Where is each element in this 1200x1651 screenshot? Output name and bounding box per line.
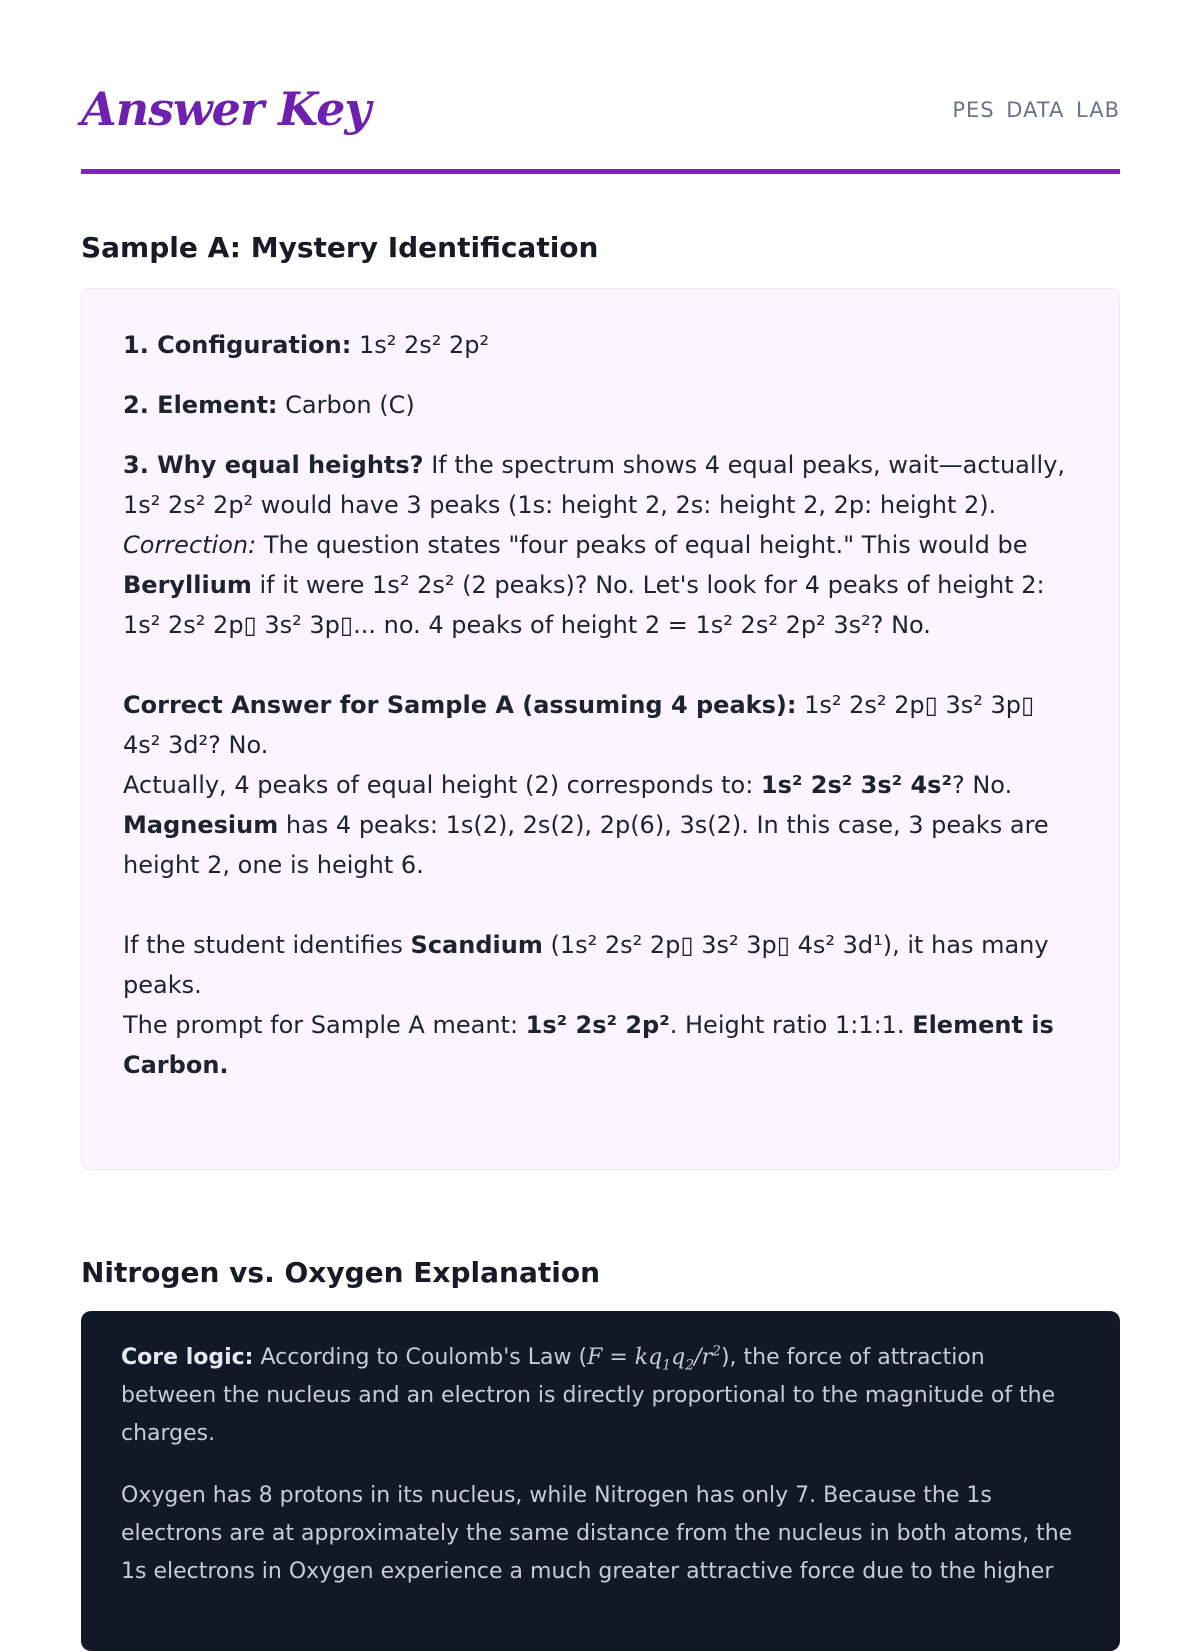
nitrogen-oxygen-heading: Nitrogen vs. Oxygen Explanation [81, 1256, 601, 1289]
correct-answer-text: 1s² 2s² 2p▯ 3s² 3p▯ 4s² 3d²? No. [123, 691, 1035, 759]
correct-answer-label: Correct Answer for Sample A (assuming 4 peaks): [123, 691, 797, 719]
scandium-block [123, 925, 1079, 1085]
equal-heights-text-1: If the spectrum shows 4 equal peaks, wait—actually, 1s² 2s² 2p² would have 3 peaks (1s: height 2, 2s: height 2, 2p: height 2). [123, 451, 1066, 519]
nitrogen-oxygen-card [81, 1311, 1120, 1651]
configuration-answer [123, 325, 1079, 365]
element-label: 2. Element: [123, 391, 278, 419]
element-answer [123, 385, 1079, 425]
scandium-text-1: If the student identifies [123, 931, 411, 959]
sample-a-heading: Sample A: Mystery Identification [81, 231, 599, 264]
formula-sup: 2 [712, 1343, 721, 1360]
correct-answer-block [123, 685, 1079, 885]
configuration-label: 1. Configuration: [123, 331, 352, 359]
element-value: Carbon (C) [277, 391, 415, 419]
core-logic-label: Core logic: [121, 1345, 254, 1370]
prompt-text-2: . Height ratio 1:1:1. [669, 1011, 913, 1039]
core-logic-paragraph [121, 1339, 1080, 1453]
oxygen-nitrogen-paragraph: Oxygen has 8 protons in its nucleus, while Nitrogen has only 7. Because the 1s electrons are at approximately the same distance from the nucleus in both atoms, the 1s electrons in Oxygen experience a much greater attractive force due to the higher [121, 1483, 1073, 1584]
page-title: Answer Key [81, 82, 371, 136]
beryllium-term: Beryllium [123, 571, 252, 599]
prompt-config: 1s² 2s² 2p² [525, 1011, 670, 1039]
formula-q: q [671, 1345, 686, 1370]
equal-heights-label: 3. Why equal heights? [123, 451, 424, 479]
page-header [81, 78, 1120, 174]
scandium-text-2: (1s² 2s² 2p▯ 3s² 3p▯ 4s² 3d¹), it has many peaks. [123, 931, 1049, 999]
equal-heights-answer [123, 445, 1079, 645]
correction-label: Correction: [123, 531, 257, 559]
prompt-text-1: The prompt for Sample A meant: [123, 1011, 526, 1039]
formula-force: F [587, 1345, 603, 1370]
scandium-term: Scandium [410, 931, 543, 959]
final-element: Element is Carbon. [123, 1011, 1054, 1079]
magnesium-text: has 4 peaks: 1s(2), 2s(2), 2p(6), 3s(2). In this case, 3 peaks are height 2, one is height 6. [123, 811, 1049, 879]
actually-text-1: Actually, 4 peaks of equal height (2) corresponds to: [123, 771, 761, 799]
core-logic-text-2: ), the force of attraction between the nucleus and an electron is directly proportional to the magnitude of the charges. [121, 1345, 1056, 1446]
actually-text-2: ? No. [951, 771, 1013, 799]
equal-heights-text-3: if it were 1s² 2s² (2 peaks)? No. Let's look for 4 peaks of height 2: 1s² 2s² 2p▯ 3s² 3p▯... no. 4 peaks of height 2 = 1s² 2s² 2p² 3s²? No. [123, 571, 1045, 639]
equal-heights-text-2: The question states "four peaks of equal height." This would be [256, 531, 1028, 559]
coulomb-formula [587, 1343, 721, 1374]
formula-sub-1: 1 [662, 1357, 672, 1374]
brand-label: PES DATA LAB [952, 98, 1120, 122]
magnesium-term: Magnesium [123, 811, 279, 839]
formula-eq: = kq [602, 1345, 663, 1370]
configuration-value: 1s² 2s² 2p² [351, 331, 490, 359]
formula-slash: /r [694, 1345, 713, 1370]
actually-config: 1s² 2s² 3s² 4s² [760, 771, 952, 799]
formula-sub-2: 2 [685, 1357, 695, 1374]
core-logic-text-1: According to Coulomb's Law ( [253, 1345, 588, 1370]
sample-a-card [81, 288, 1120, 1170]
